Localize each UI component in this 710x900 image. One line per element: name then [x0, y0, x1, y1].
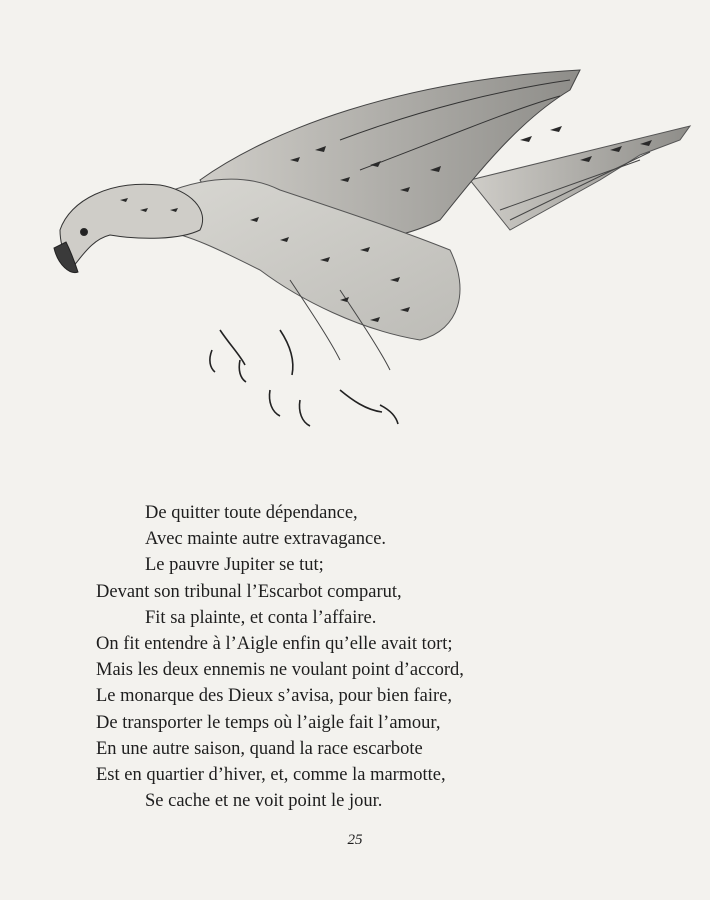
poem-text	[96, 500, 616, 814]
poem-line: En une autre saison, quand la race escarbote	[96, 738, 423, 759]
poem-line: Devant son tribunal l’Escarbot comparut,	[96, 581, 402, 602]
poem-line: Est en quartier d’hiver, et, comme la marmotte,	[96, 765, 446, 786]
poem-line: Mais les deux ennemis ne voulant point d’accord,	[96, 660, 464, 681]
poem-line: Le pauvre Jupiter se tut;	[145, 555, 324, 576]
poem-line: De transporter le temps où l’aigle fait l’amour,	[96, 712, 441, 733]
poem-line: Avec mainte autre extravagance.	[145, 529, 387, 550]
poem-line: Le monarque des Dieux s’avisa, pour bien faire,	[96, 686, 452, 707]
eagle-icon	[54, 70, 690, 426]
eagle-illustration	[40, 60, 700, 460]
poem-line: On fit entendre à l’Aigle enfin qu’elle avait tort;	[96, 634, 453, 655]
poem-line: Se cache et ne voit point le jour.	[145, 791, 383, 812]
page-number: 25	[347, 832, 363, 848]
poem-line: Fit sa plainte, et conta l’affaire.	[145, 607, 377, 628]
poem-line: De quitter toute dépendance,	[145, 503, 358, 523]
